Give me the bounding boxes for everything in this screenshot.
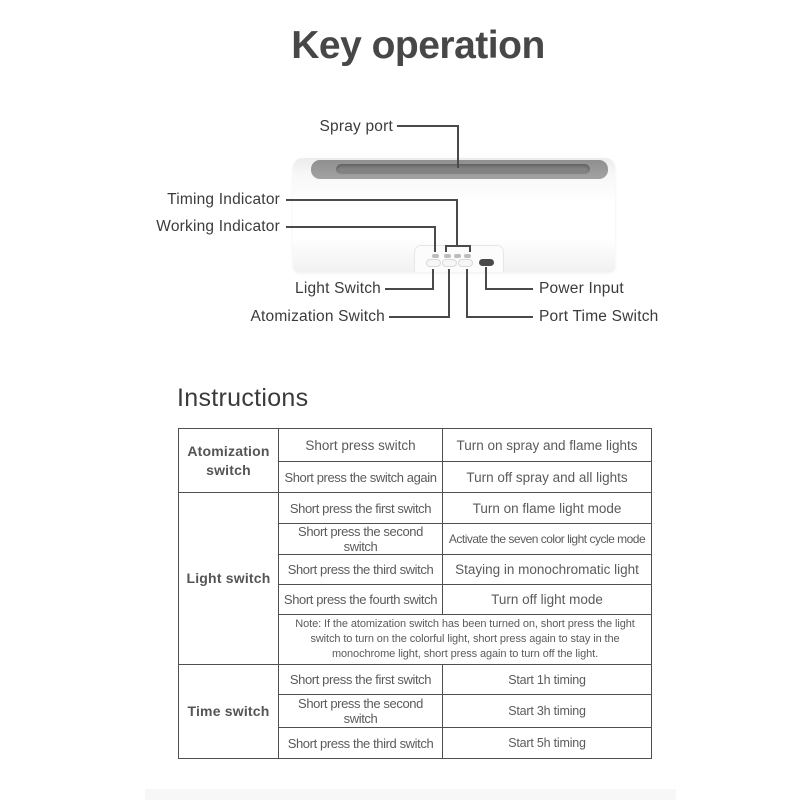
action-cell: Short press the second switch [279, 695, 443, 728]
timing-indicator-callout-line [456, 199, 458, 246]
light-switch-label: Light Switch [295, 280, 381, 297]
action-cell: Short press switch [279, 429, 443, 462]
atomization-switch-callout-line [389, 316, 450, 318]
power-input-label: Power Input [539, 280, 624, 297]
spray-port-callout-line [457, 125, 459, 168]
result-cell: Turn on spray and flame lights [443, 429, 652, 462]
atomization-switch-button [442, 259, 457, 267]
instructions-table [178, 428, 652, 759]
result-cell: Start 5h timing [443, 728, 652, 759]
spray-port-label: Spray port [319, 118, 393, 135]
spray-port-callout-line [397, 125, 459, 127]
port-time-switch-callout-line [466, 269, 468, 318]
time-switch-button [458, 259, 473, 267]
light-switch-callout-line [385, 288, 434, 290]
port-time-switch-label: Port Time Switch [539, 308, 659, 325]
power-input-callout-line [485, 267, 487, 290]
action-cell: Short press the first switch [279, 665, 443, 695]
result-cell: Start 3h timing [443, 695, 652, 728]
page-title: Key operation [291, 24, 545, 67]
timing-indicator-bracket [445, 245, 471, 247]
note-cell: Note: If the atomization switch has been turned on, short press the light switch to turn on the colorful light, short press again to stay in the monochrome light, short press again to turn off the light. [279, 615, 652, 665]
atomization-switch-callout-line [448, 269, 450, 318]
page-bottom-strip [145, 789, 676, 800]
spray-port-slot [336, 164, 590, 175]
working-indicator-led-icon [432, 254, 439, 258]
timing-indicator-callout-line [286, 199, 458, 201]
table-row [179, 493, 652, 524]
working-indicator-callout-line [286, 226, 436, 228]
timing-indicator-3h-led-icon [454, 254, 461, 258]
action-cell: Short press the fourth switch [279, 585, 443, 615]
light-switch-button [426, 259, 441, 267]
action-cell: Short press the switch again [279, 462, 443, 493]
port-time-switch-callout-line [466, 316, 533, 318]
working-indicator-label: Working Indicator [156, 218, 280, 235]
group-cell-atomization-switch: Atomization switch [179, 429, 279, 493]
result-cell: Start 1h timing [443, 665, 652, 695]
result-cell: Turn on flame light mode [443, 493, 652, 524]
timing-indicator-bracket [469, 245, 471, 252]
atomization-switch-label: Atomization Switch [250, 308, 385, 325]
table-row [179, 429, 652, 462]
action-cell: Short press the third switch [279, 555, 443, 585]
working-indicator-callout-line [434, 226, 436, 252]
timing-indicator-bracket [445, 245, 447, 252]
result-cell: Activate the seven color light cycle mode [443, 524, 652, 555]
action-cell: Short press the first switch [279, 493, 443, 524]
result-cell: Turn off spray and all lights [443, 462, 652, 493]
timing-indicator-1h-led-icon [444, 254, 451, 258]
action-cell: Short press the second switch [279, 524, 443, 555]
table-row [179, 665, 652, 695]
result-cell: Turn off light mode [443, 585, 652, 615]
timing-indicator-5h-led-icon [464, 254, 471, 258]
group-cell-light-switch: Light switch [179, 493, 279, 665]
group-cell-time-switch: Time switch [179, 665, 279, 759]
action-cell: Short press the third switch [279, 728, 443, 759]
timing-indicator-label: Timing Indicator [167, 191, 280, 208]
result-cell: Staying in monochromatic light [443, 555, 652, 585]
power-input-callout-line [485, 288, 533, 290]
power-input-port [479, 259, 494, 266]
light-switch-callout-line [432, 269, 434, 290]
instructions-heading: Instructions [177, 384, 309, 412]
